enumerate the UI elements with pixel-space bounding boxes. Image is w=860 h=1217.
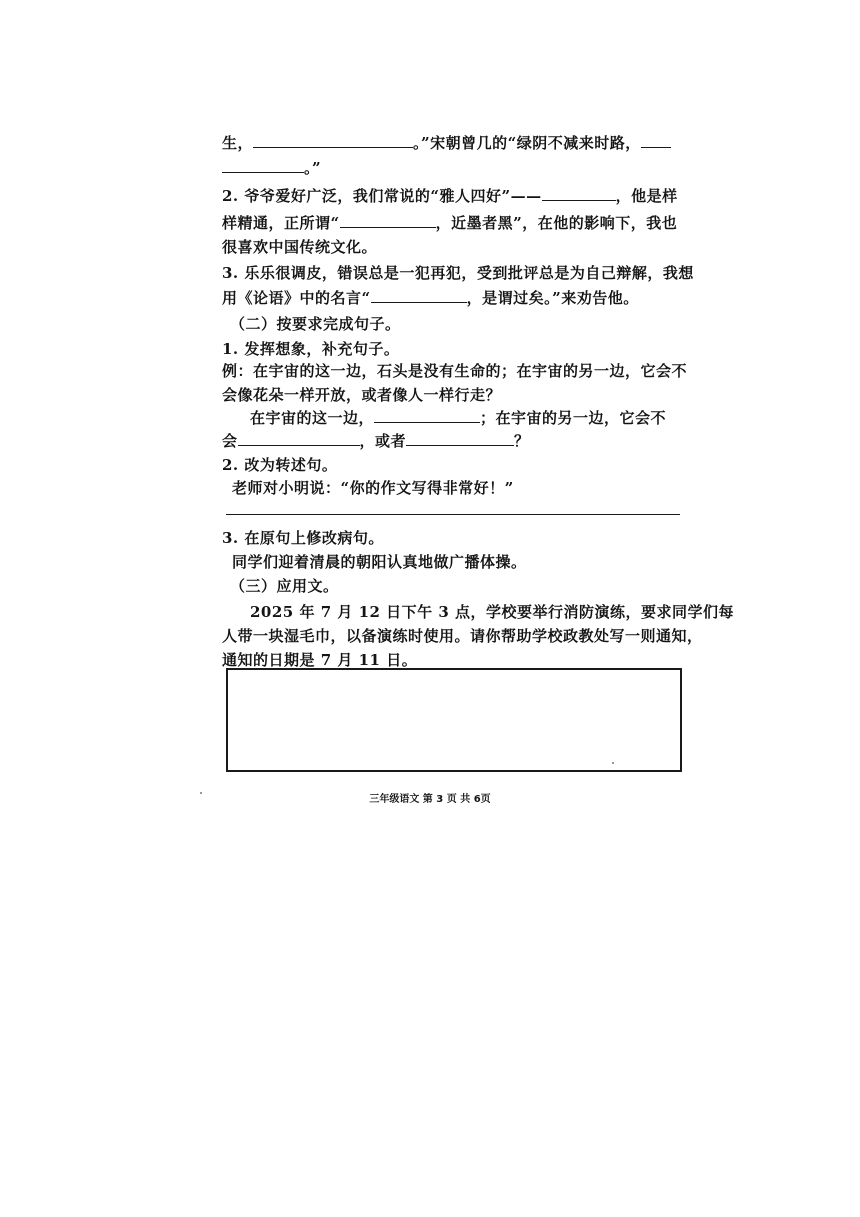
answer-blank[interactable] bbox=[542, 185, 616, 201]
question-3-line-2 bbox=[222, 287, 639, 309]
text-segment: 。” bbox=[304, 159, 322, 177]
example-line-1: 例：在宇宙的这一边，石头是没有生命的；在宇宙的另一边，它会不 bbox=[222, 362, 688, 380]
answer-line[interactable] bbox=[226, 514, 680, 515]
text-segment: ？ bbox=[514, 432, 530, 450]
answer-blank[interactable] bbox=[641, 132, 671, 148]
section-2-heading: （二）按要求完成句子。 bbox=[230, 315, 401, 333]
text-segment: ；在宇宙的另一边，它会不 bbox=[480, 409, 667, 427]
prompt-line-1: 2025 年 7 月 12 日下午 3 点，学校要举行消防演练，要求同学们每 bbox=[250, 603, 735, 621]
question-3-line-1: 3. 乐乐很调皮，错误总是一犯再犯，受到批评总是为自己辩解，我想 bbox=[222, 264, 694, 282]
section-2-q2-title: 2. 改为转述句。 bbox=[222, 456, 338, 474]
question-2-line-3: 很喜欢中国传统文化。 bbox=[222, 238, 378, 256]
scan-speck bbox=[612, 762, 614, 764]
answer-blank[interactable] bbox=[371, 287, 467, 303]
answer-blank[interactable] bbox=[238, 430, 360, 446]
text-segment: ，他是样 bbox=[615, 187, 678, 205]
text-segment: 用《论语》中的名言“ bbox=[222, 289, 371, 307]
section-3-heading: （三）应用文。 bbox=[230, 577, 339, 595]
example-line-2: 会像花朵一样开放，或者像人一样行走？ bbox=[222, 386, 502, 404]
notice-answer-box[interactable] bbox=[226, 668, 682, 772]
text-segment: 2. 爷爷爱好广泛，我们常说的“雅人四好”—— bbox=[222, 187, 542, 205]
answer-blank[interactable] bbox=[222, 157, 304, 173]
answer-blank[interactable] bbox=[374, 407, 480, 423]
fill-blank-line-2 bbox=[222, 157, 321, 179]
answer-blank[interactable] bbox=[340, 212, 436, 228]
text-segment: ，是谓过矣。”来劝告他。 bbox=[466, 289, 639, 307]
page-footer: 三年级语文 第 3 页 共 6页 bbox=[369, 794, 491, 805]
text-segment: 样精通，正所谓“ bbox=[222, 214, 340, 232]
q3-sentence: 同学们迎着清晨的朝阳认真地做广播体操。 bbox=[232, 553, 527, 571]
fill-blank-line-1 bbox=[222, 132, 671, 154]
text-segment: ，或者 bbox=[359, 432, 407, 450]
section-2-q1-title: 1. 发挥想象，补充句子。 bbox=[222, 340, 400, 358]
prompt-line-2: 人带一块湿毛巾，以备演练时使用。请你帮助学校政教处写一则通知， bbox=[222, 627, 703, 645]
prompt-line-3: 通知的日期是 7 月 11 日。 bbox=[222, 651, 418, 669]
answer-blank[interactable] bbox=[253, 132, 413, 148]
task-line-1 bbox=[250, 407, 666, 429]
q2-sentence: 老师对小明说：“你的作文写得非常好！” bbox=[232, 479, 514, 497]
text-segment: ，近墨者黑”，在他的影响下，我也 bbox=[435, 214, 678, 232]
text-segment: 。”宋朝曾几的“绿阴不减来时路， bbox=[413, 134, 641, 152]
question-2-line-1 bbox=[222, 185, 678, 207]
text-segment: 会 bbox=[222, 432, 238, 450]
task-line-2 bbox=[222, 430, 530, 452]
text-segment: 生， bbox=[222, 134, 254, 152]
section-2-q3-title: 3. 在原句上修改病句。 bbox=[222, 529, 384, 547]
answer-blank[interactable] bbox=[406, 430, 514, 446]
text-segment: 在宇宙的这一边， bbox=[250, 409, 375, 427]
question-2-line-2 bbox=[222, 212, 677, 234]
